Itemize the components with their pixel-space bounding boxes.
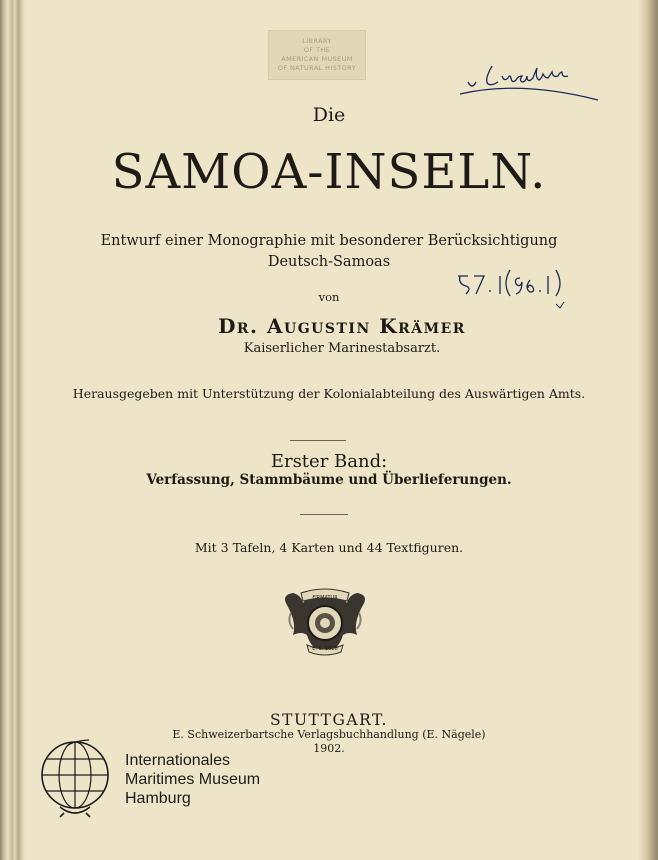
by-line: von bbox=[318, 290, 340, 304]
stamp-line-2: OF THE bbox=[303, 46, 331, 54]
stamp-line-4: OF NATURAL HISTORY bbox=[277, 64, 357, 72]
divider-rule bbox=[290, 440, 346, 441]
museum-logo-line-1: Internationales bbox=[125, 752, 230, 769]
publisher-name: E. Schweizerbartsche Verlagsbuchhandlung (E. Nägele) bbox=[172, 728, 486, 741]
museum-logo-text bbox=[125, 751, 260, 808]
publication-year: 1902. bbox=[313, 742, 345, 755]
subtitle-line-1: Entwurf einer Monographie mit besonderer Berücksichtigung bbox=[100, 233, 558, 249]
museum-logo-line-3: Hamburg bbox=[125, 790, 191, 807]
publication-place: STUTTGART. bbox=[270, 711, 388, 729]
handwritten-signature bbox=[458, 58, 608, 106]
publisher-emblem bbox=[279, 583, 371, 665]
library-stamp bbox=[268, 30, 366, 80]
volume-label: Erster Band: bbox=[270, 451, 388, 472]
museum-logo-line-2: Maritimes Museum bbox=[125, 771, 261, 788]
subtitle-line-2: Deutsch-Samoas bbox=[267, 254, 391, 270]
illustrations-note: Mit 3 Tafeln, 4 Karten und 44 Textfiguren. bbox=[194, 540, 464, 555]
author-name: Dr. Augustin Krämer bbox=[218, 314, 466, 338]
emblem-lower-text: E. S. 1826 bbox=[312, 646, 338, 652]
volume-title: Verfassung, Stammbäume und Überlieferungen. bbox=[146, 472, 512, 488]
stamp-line-1: LIBRARY bbox=[302, 37, 332, 45]
editor-note: Herausgegeben mit Unterstützung der Kolonialabteilung des Auswärtigen Amts. bbox=[72, 386, 586, 401]
globe-ship-icon bbox=[38, 737, 112, 819]
author-rank: Kaiserlicher Marinestabsarzt. bbox=[243, 341, 441, 356]
title-article: Die bbox=[312, 104, 346, 126]
divider-rule bbox=[300, 514, 348, 515]
emblem-upper-text: FIRMATUR bbox=[312, 595, 338, 601]
stamp-line-3: AMERICAN MUSEUM bbox=[281, 55, 353, 63]
book-title: SAMOA-INSELN. bbox=[111, 144, 547, 200]
